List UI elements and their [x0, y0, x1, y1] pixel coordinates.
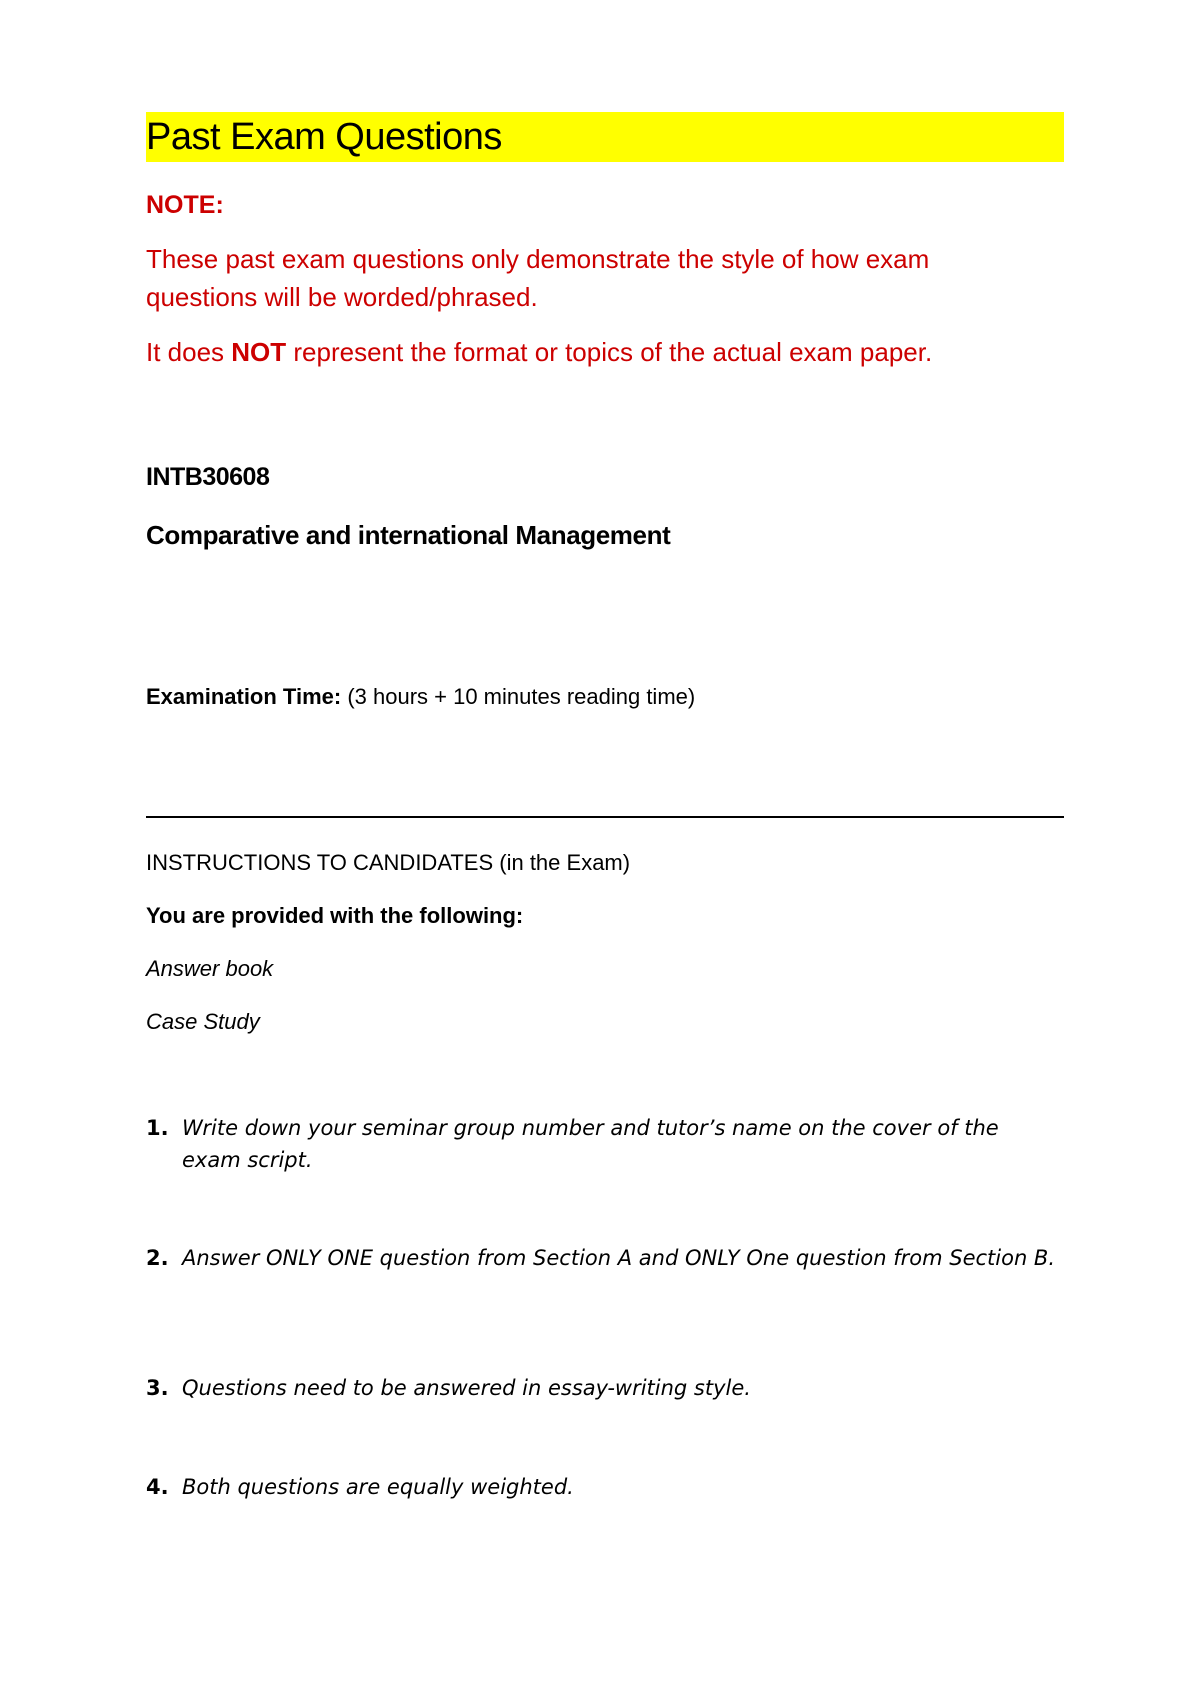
rule-text: Answer ONLY ONE question from Section A and ONLY One question from Section B.: [182, 1246, 1056, 1270]
note-line-2: questions will be worded/phrased.: [146, 282, 538, 312]
instructions-heading: INSTRUCTIONS TO CANDIDATES (in the Exam): [146, 850, 631, 875]
course-name: Comparative and international Management: [146, 520, 671, 550]
rule-text: Both questions are equally weighted.: [182, 1475, 574, 1499]
rule-text: Write down your seminar group number and tutor’s name on the cover of the exam script.: [182, 1116, 999, 1172]
note-line-3-suffix: represent the format or topics of the actual exam paper.: [286, 337, 933, 367]
exam-time: [146, 683, 695, 711]
note-label: NOTE:: [146, 191, 224, 219]
note-line-1: These past exam questions only demonstrate the style of how exam: [146, 244, 930, 274]
exam-time-label: Examination Time:: [146, 684, 342, 709]
note-line-3-prefix: It does: [146, 337, 232, 367]
provided-item-answer-book: Answer book: [146, 956, 274, 981]
course-code: INTB30608: [146, 463, 270, 491]
rule-text: Questions need to be answered in essay-writing style.: [182, 1376, 751, 1400]
title-highlight: [146, 112, 1064, 162]
rule-number: 1.: [146, 1116, 169, 1140]
note-line-3: [146, 336, 932, 368]
rule-number: 4.: [146, 1475, 169, 1499]
exam-time-value: (3 hours + 10 minutes reading time): [341, 684, 696, 709]
provided-heading: You are provided with the following:: [146, 903, 524, 928]
rule-number: 3.: [146, 1376, 169, 1400]
note-emphasis: NOT: [231, 337, 287, 367]
section-divider: [146, 816, 1064, 818]
provided-item-case-study: Case Study: [146, 1009, 260, 1034]
document-title: Past Exam Questions: [146, 116, 502, 158]
rule-number: 2.: [146, 1246, 169, 1270]
